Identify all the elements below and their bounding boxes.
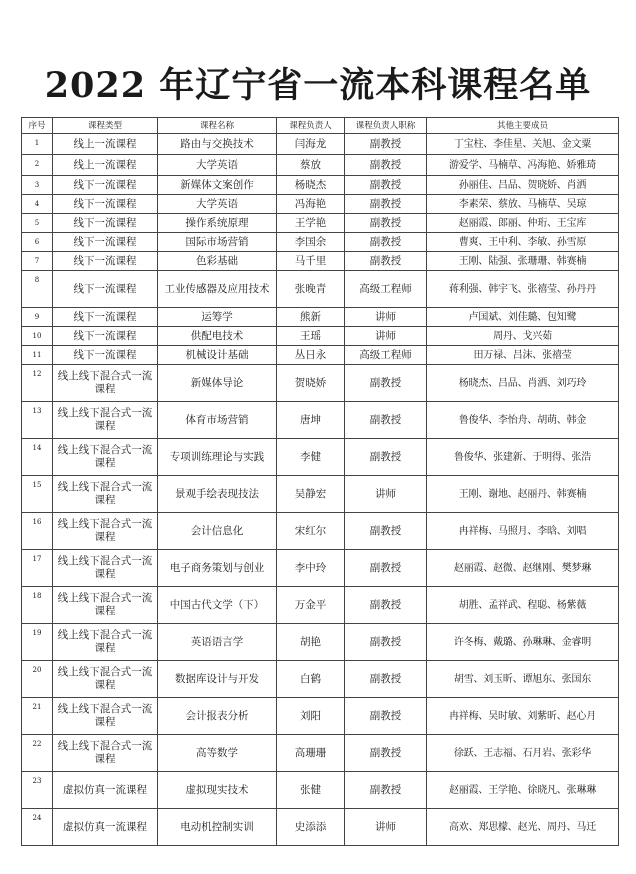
leader-title-cell: 副教授 (345, 252, 427, 271)
row-number-cell: 15 (22, 476, 53, 513)
course-name-cell: 景观手绘表现技法 (158, 476, 277, 513)
other-members-cell: 王刚、陆强、张珊珊、韩赛楠 (427, 252, 619, 271)
course-leader-cell: 丛日永 (277, 346, 345, 365)
course-type-cell: 线上线下混合式一流课程 (53, 476, 158, 513)
course-name-cell: 专项训练理论与实践 (158, 439, 277, 476)
course-leader-cell: 高珊珊 (277, 735, 345, 772)
leader-title-cell: 讲师 (345, 308, 427, 327)
course-type-cell: 线上线下混合式一流课程 (53, 698, 158, 735)
course-name-cell: 高等数学 (158, 735, 277, 772)
row-number-cell: 21 (22, 698, 53, 735)
course-type-cell: 虚拟仿真一流课程 (53, 809, 158, 846)
other-members-cell: 王刚、谢地、赵丽丹、韩赛楠 (427, 476, 619, 513)
course-name-cell: 会计信息化 (158, 513, 277, 550)
leader-title-cell: 副教授 (345, 365, 427, 402)
course-type-cell: 线上线下混合式一流课程 (53, 587, 158, 624)
row-number-cell: 22 (22, 735, 53, 772)
table-row (22, 698, 619, 735)
course-leader-cell: 胡艳 (277, 624, 345, 661)
leader-title-cell: 副教授 (345, 439, 427, 476)
course-leader-cell: 白鹤 (277, 661, 345, 698)
leader-title-cell: 副教授 (345, 214, 427, 233)
row-number-cell: 12 (22, 365, 53, 402)
course-name-cell: 虚拟现实技术 (158, 772, 277, 809)
other-members-cell: 丁宝柱、李佳星、关旭、金文粟 (427, 134, 619, 155)
course-name-cell: 运筹学 (158, 308, 277, 327)
page-title: 2022 年辽宁省一流本科课程名单 (44, 65, 592, 106)
leader-title-cell: 副教授 (345, 698, 427, 735)
leader-title-cell: 副教授 (345, 195, 427, 214)
other-members-cell: 游爱学、马楠草、冯海艳、娇雅琦 (427, 155, 619, 176)
course-leader-cell: 万金平 (277, 587, 345, 624)
table-row (22, 346, 619, 365)
course-type-cell: 线上线下混合式一流课程 (53, 735, 158, 772)
table-row (22, 476, 619, 513)
leader-title-cell: 副教授 (345, 176, 427, 195)
table-row (22, 661, 619, 698)
course-type-cell: 线下一流课程 (53, 271, 158, 308)
course-type-cell: 线上一流课程 (53, 155, 158, 176)
table-row (22, 252, 619, 271)
leader-title-cell: 讲师 (345, 809, 427, 846)
course-leader-cell: 李中玲 (277, 550, 345, 587)
leader-title-cell: 副教授 (345, 550, 427, 587)
course-type-cell: 线下一流课程 (53, 176, 158, 195)
course-name-cell: 工业传感器及应用技术 (158, 271, 277, 308)
row-number-cell: 9 (22, 308, 53, 327)
row-number-cell: 5 (22, 214, 53, 233)
other-members-cell: 徐跃、王志福、石月岩、张彩华 (427, 735, 619, 772)
table-row (22, 271, 619, 308)
table-row (22, 233, 619, 252)
table-row (22, 195, 619, 214)
course-type-cell: 线上线下混合式一流课程 (53, 365, 158, 402)
row-number-cell: 17 (22, 550, 53, 587)
leader-title-cell: 副教授 (345, 624, 427, 661)
other-members-cell: 李素荣、蔡放、马楠草、吴琼 (427, 195, 619, 214)
other-members-cell: 赵丽霞、赵微、赵继刚、樊梦琳 (427, 550, 619, 587)
row-number-cell: 6 (22, 233, 53, 252)
course-leader-cell: 闫海龙 (277, 134, 345, 155)
other-members-cell: 胡胜、孟祥武、程聪、杨紫薇 (427, 587, 619, 624)
leader-title-cell: 副教授 (345, 513, 427, 550)
table-row (22, 308, 619, 327)
course-leader-cell: 蔡放 (277, 155, 345, 176)
course-name-cell: 体育市场营销 (158, 402, 277, 439)
leader-title-cell: 副教授 (345, 233, 427, 252)
course-leader-cell: 杨晓杰 (277, 176, 345, 195)
course-leader-cell: 宋红尔 (277, 513, 345, 550)
header-type: 课程类型 (53, 118, 158, 134)
leader-title-cell: 副教授 (345, 661, 427, 698)
course-name-cell: 英语语言学 (158, 624, 277, 661)
other-members-cell: 蒋利强、韩宇飞、张禧莹、孙丹丹 (427, 271, 619, 308)
row-number-cell: 14 (22, 439, 53, 476)
course-name-cell: 大学英语 (158, 195, 277, 214)
leader-title-cell: 副教授 (345, 587, 427, 624)
row-number-cell: 16 (22, 513, 53, 550)
course-type-cell: 线下一流课程 (53, 252, 158, 271)
leader-title-cell: 高级工程师 (345, 271, 427, 308)
course-type-cell: 虚拟仿真一流课程 (53, 772, 158, 809)
course-leader-cell: 马千里 (277, 252, 345, 271)
course-name-cell: 数据库设计与开发 (158, 661, 277, 698)
row-number-cell: 24 (22, 809, 53, 846)
other-members-cell: 胡雪、刘玉昕、谭旭东、张国东 (427, 661, 619, 698)
header-leader: 课程负责人 (277, 118, 345, 134)
leader-title-cell: 副教授 (345, 735, 427, 772)
course-leader-cell: 张晚青 (277, 271, 345, 308)
course-leader-cell: 王学艳 (277, 214, 345, 233)
course-type-cell: 线上线下混合式一流课程 (53, 513, 158, 550)
other-members-cell: 冉祥梅、马照月、李晗、刘唱 (427, 513, 619, 550)
course-name-cell: 会计报表分析 (158, 698, 277, 735)
row-number-cell: 20 (22, 661, 53, 698)
course-type-cell: 线下一流课程 (53, 308, 158, 327)
row-number-cell: 7 (22, 252, 53, 271)
table-row (22, 550, 619, 587)
course-type-cell: 线上线下混合式一流课程 (53, 550, 158, 587)
course-type-cell: 线上一流课程 (53, 134, 158, 155)
table-row (22, 735, 619, 772)
course-leader-cell: 李国余 (277, 233, 345, 252)
course-leader-cell: 李健 (277, 439, 345, 476)
course-leader-cell: 王瑶 (277, 327, 345, 346)
leader-title-cell: 副教授 (345, 155, 427, 176)
other-members-cell: 孙丽佳、吕品、贺晓娇、肖洒 (427, 176, 619, 195)
header-no: 序号 (22, 118, 53, 134)
course-leader-cell: 吴静宏 (277, 476, 345, 513)
row-number-cell: 10 (22, 327, 53, 346)
table-row (22, 772, 619, 809)
course-leader-cell: 张健 (277, 772, 345, 809)
course-type-cell: 线上线下混合式一流课程 (53, 661, 158, 698)
row-number-cell: 18 (22, 587, 53, 624)
course-leader-cell: 冯海艳 (277, 195, 345, 214)
course-name-cell: 电子商务策划与创业 (158, 550, 277, 587)
course-type-cell: 线下一流课程 (53, 346, 158, 365)
course-leader-cell: 刘阳 (277, 698, 345, 735)
course-name-cell: 色彩基础 (158, 252, 277, 271)
row-number-cell: 23 (22, 772, 53, 809)
course-name-cell: 大学英语 (158, 155, 277, 176)
course-name-cell: 机械设计基础 (158, 346, 277, 365)
other-members-cell: 鲁俊华、李怡舟、胡萌、韩金 (427, 402, 619, 439)
table-header-row (22, 118, 619, 134)
other-members-cell: 冉祥梅、吴时敏、刘紫昕、赵心月 (427, 698, 619, 735)
leader-title-cell: 副教授 (345, 772, 427, 809)
course-leader-cell: 贺晓娇 (277, 365, 345, 402)
course-type-cell: 线上线下混合式一流课程 (53, 624, 158, 661)
leader-title-cell: 副教授 (345, 134, 427, 155)
other-members-cell: 杨晓杰、吕品、肖洒、刘巧玲 (427, 365, 619, 402)
table-row (22, 155, 619, 176)
table-row (22, 365, 619, 402)
other-members-cell: 鲁俊华、张建新、于明得、张浩 (427, 439, 619, 476)
course-name-cell: 操作系统原理 (158, 214, 277, 233)
course-type-cell: 线下一流课程 (53, 233, 158, 252)
course-leader-cell: 熊新 (277, 308, 345, 327)
course-name-cell: 电动机控制实训 (158, 809, 277, 846)
row-number-cell: 3 (22, 176, 53, 195)
table-row (22, 214, 619, 233)
row-number-cell: 4 (22, 195, 53, 214)
other-members-cell: 田万禄、吕沫、张禧莹 (427, 346, 619, 365)
row-number-cell: 8 (22, 271, 53, 308)
table-row (22, 134, 619, 155)
course-name-cell: 国际市场营销 (158, 233, 277, 252)
table-row (22, 402, 619, 439)
leader-title-cell: 副教授 (345, 402, 427, 439)
course-table (21, 117, 619, 846)
other-members-cell: 周丹、戈兴茹 (427, 327, 619, 346)
course-name-cell: 新媒体导论 (158, 365, 277, 402)
other-members-cell: 高欢、郑思檬、赵光、周丹、马迁 (427, 809, 619, 846)
leader-title-cell: 高级工程师 (345, 346, 427, 365)
table-row (22, 327, 619, 346)
course-type-cell: 线下一流课程 (53, 195, 158, 214)
course-type-cell: 线下一流课程 (53, 327, 158, 346)
course-type-cell: 线上线下混合式一流课程 (53, 402, 158, 439)
table-row (22, 809, 619, 846)
row-number-cell: 19 (22, 624, 53, 661)
other-members-cell: 卢国斌、刘佳璐、包知鹭 (427, 308, 619, 327)
course-name-cell: 中国古代文学（下） (158, 587, 277, 624)
other-members-cell: 曹爽、王中利、李敏、孙雪原 (427, 233, 619, 252)
course-name-cell: 新媒体文案创作 (158, 176, 277, 195)
table-row (22, 587, 619, 624)
table-row (22, 439, 619, 476)
course-name-cell: 路由与交换技术 (158, 134, 277, 155)
header-rank: 课程负责人职称 (345, 118, 427, 134)
header-members: 其他主要成员 (427, 118, 619, 134)
course-type-cell: 线下一流课程 (53, 214, 158, 233)
other-members-cell: 赵丽霞、郎丽、仲珩、王宝库 (427, 214, 619, 233)
table-row (22, 624, 619, 661)
other-members-cell: 赵丽霞、王学艳、徐晓凡、张琳琳 (427, 772, 619, 809)
row-number-cell: 11 (22, 346, 53, 365)
row-number-cell: 2 (22, 155, 53, 176)
table-row (22, 176, 619, 195)
row-number-cell: 13 (22, 402, 53, 439)
course-type-cell: 线上线下混合式一流课程 (53, 439, 158, 476)
leader-title-cell: 讲师 (345, 327, 427, 346)
course-name-cell: 供配电技术 (158, 327, 277, 346)
table-row (22, 513, 619, 550)
header-name: 课程名称 (158, 118, 277, 134)
other-members-cell: 许冬梅、戴璐、孙琳琳、金睿明 (427, 624, 619, 661)
course-leader-cell: 史添添 (277, 809, 345, 846)
course-leader-cell: 唐坤 (277, 402, 345, 439)
row-number-cell: 1 (22, 134, 53, 155)
leader-title-cell: 讲师 (345, 476, 427, 513)
